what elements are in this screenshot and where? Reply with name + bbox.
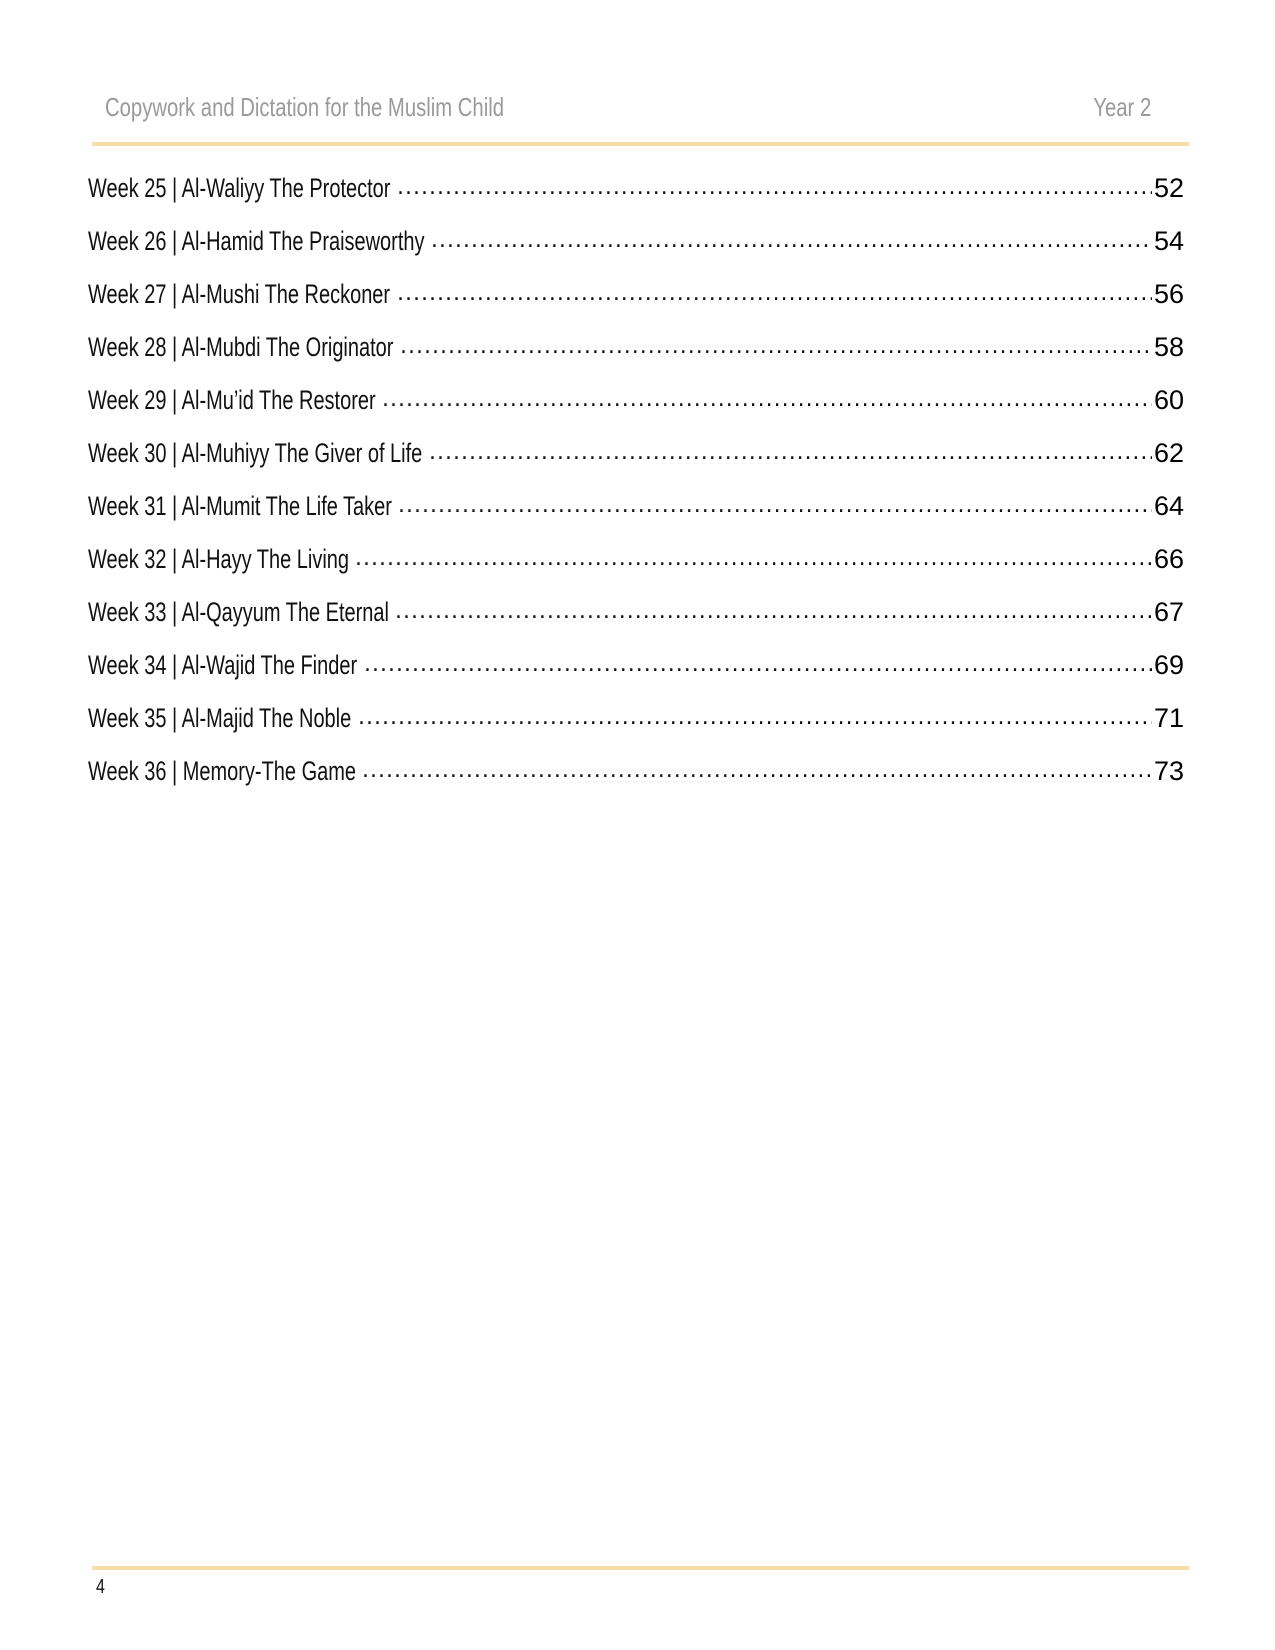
toc-entry-week-35[interactable] — [88, 682, 1184, 735]
toc-entry-page: 58 — [1153, 332, 1184, 362]
toc-entry-page: 52 — [1153, 173, 1184, 203]
toc-entry-page: 67 — [1153, 597, 1184, 627]
toc-entry-label: Week 29 | Al-Mu’id The Restorer — [88, 385, 376, 415]
toc-leader-dots — [429, 436, 1152, 470]
toc-entry-week-28[interactable] — [88, 311, 1184, 364]
toc-entry-week-30[interactable] — [88, 417, 1184, 470]
toc-leader-dots — [382, 383, 1152, 417]
toc-leader-dots — [362, 754, 1152, 788]
toc-entry-page: 54 — [1153, 226, 1184, 256]
toc-leader-dots — [398, 489, 1152, 523]
toc-leader-dots — [358, 701, 1152, 735]
toc-entry-label: Week 30 | Al-Muhiyy The Giver of Life — [88, 438, 423, 468]
toc-leader-dots — [397, 277, 1152, 311]
table-of-contents — [88, 152, 1184, 788]
toc-entry-label: Week 32 | Al-Hayy The Living — [88, 544, 349, 574]
toc-entry-page: 69 — [1153, 650, 1184, 680]
toc-leader-dots — [431, 224, 1152, 258]
toc-entry-page: 64 — [1153, 491, 1184, 521]
toc-entry-page: 60 — [1153, 385, 1184, 415]
toc-entry-label: Week 36 | Memory-The Game — [88, 756, 356, 786]
toc-entry-week-27[interactable] — [88, 258, 1184, 311]
toc-leader-dots — [397, 171, 1152, 205]
toc-entry-label: Week 25 | Al-Waliyy The Protector — [88, 173, 391, 203]
toc-entry-label: Week 28 | Al-Mubdi The Originator — [88, 332, 394, 362]
toc-entry-label: Week 27 | Al-Mushi The Reckoner — [88, 279, 391, 309]
toc-entry-label: Week 33 | Al-Qayyum The Eternal — [88, 597, 389, 627]
toc-entry-page: 66 — [1153, 544, 1184, 574]
toc-leader-dots — [355, 542, 1152, 576]
toc-entry-page: 56 — [1153, 279, 1184, 309]
toc-entry-page: 73 — [1153, 756, 1184, 786]
toc-leader-dots — [364, 648, 1152, 682]
toc-entry-week-32[interactable] — [88, 523, 1184, 576]
toc-entry-week-34[interactable] — [88, 629, 1184, 682]
toc-leader-dots — [400, 330, 1152, 364]
toc-entry-label: Week 35 | Al-Majid The Noble — [88, 703, 352, 733]
toc-entry-week-29[interactable] — [88, 364, 1184, 417]
toc-entry-page: 71 — [1153, 703, 1184, 733]
toc-entry-week-26[interactable] — [88, 205, 1184, 258]
header-rule — [92, 142, 1189, 146]
footer-rule — [92, 1566, 1189, 1570]
running-header-year: Year 2 — [1093, 92, 1151, 122]
toc-entry-page: 62 — [1153, 438, 1184, 468]
toc-entry-week-25[interactable] — [88, 152, 1184, 205]
toc-entry-label: Week 31 | Al-Mumit The Life Taker — [88, 491, 392, 521]
toc-entry-label: Week 26 | Al-Hamid The Praiseworthy — [88, 226, 425, 256]
toc-leader-dots — [395, 595, 1152, 629]
toc-entry-week-33[interactable] — [88, 576, 1184, 629]
toc-entry-week-36[interactable] — [88, 735, 1184, 788]
toc-entry-label: Week 34 | Al-Wajid The Finder — [88, 650, 358, 680]
toc-entry-week-31[interactable] — [88, 470, 1184, 523]
running-header-title: Copywork and Dictation for the Muslim Child — [105, 92, 505, 122]
page-number: 4 — [96, 1576, 105, 1598]
